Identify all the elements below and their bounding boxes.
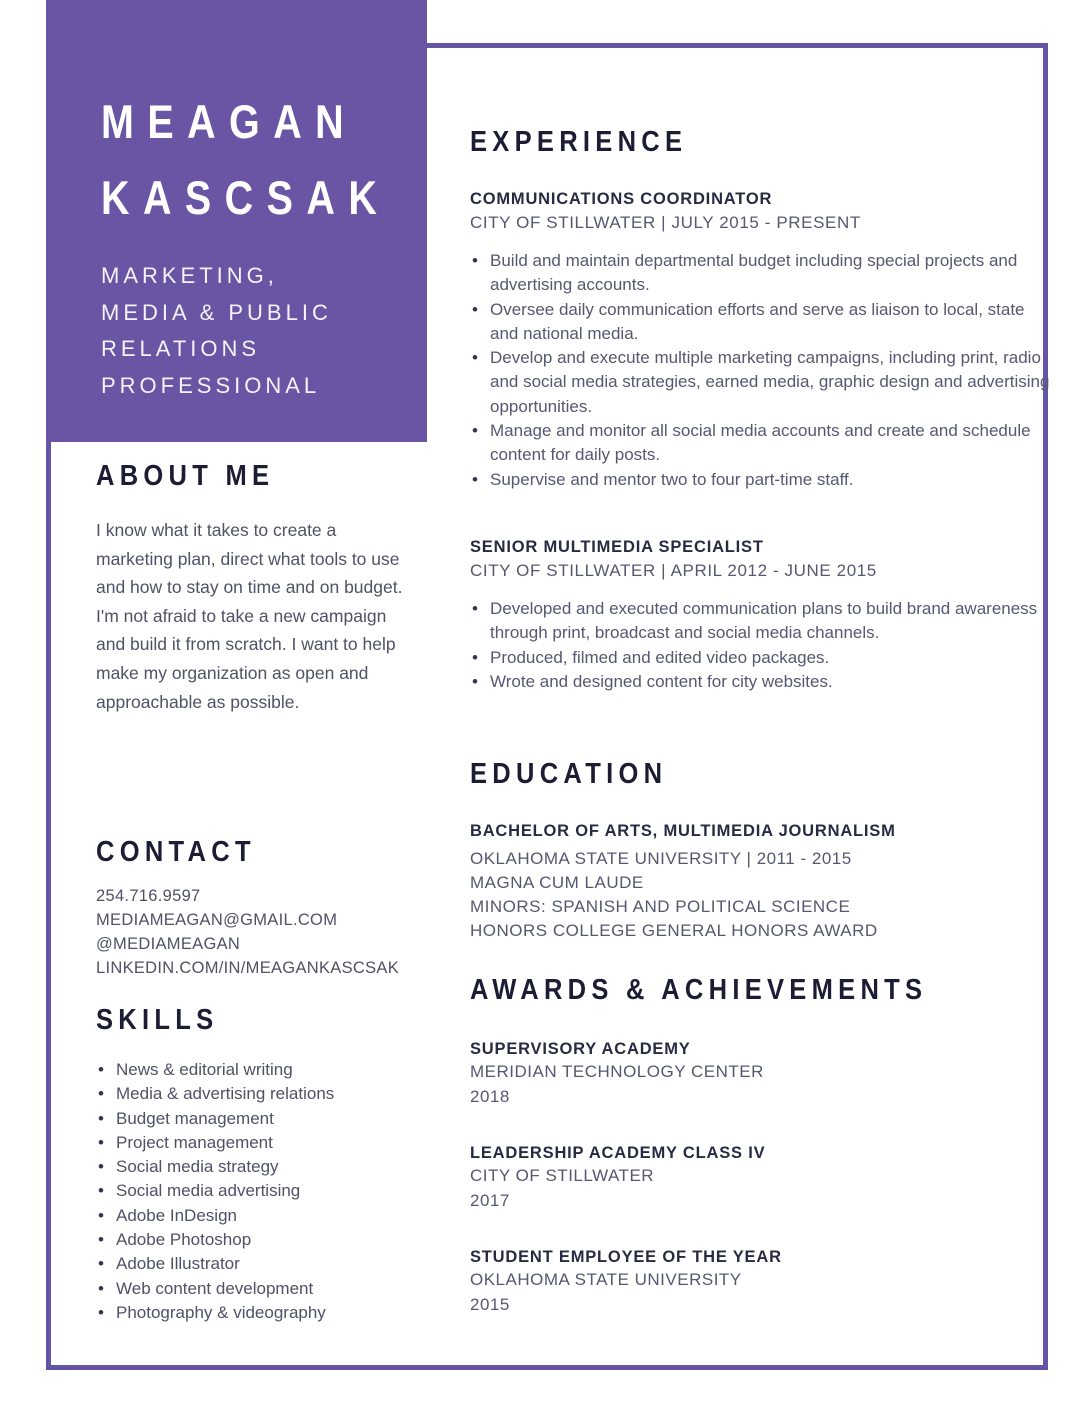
skills-list xyxy=(96,1058,426,1325)
skill-item: • Project management xyxy=(96,1131,426,1155)
subtitle-line: RELATIONS xyxy=(101,336,261,361)
skills-heading: SKILLS xyxy=(96,1004,219,1036)
award-year: 2015 xyxy=(470,1294,510,1314)
award-year: 2017 xyxy=(470,1190,510,1210)
award-title: LEADERSHIP ACADEMY CLASS IV xyxy=(470,1144,766,1162)
awards-heading: AWARDS & ACHIEVEMENTS xyxy=(470,974,928,1006)
job-bullet: • Manage and monitor all social media accounts and create and schedule content for daily posts. xyxy=(470,419,1050,468)
job-title: COMMUNICATIONS COORDINATOR xyxy=(470,190,773,208)
job-bullet: • Oversee daily communication efforts and serve as liaison to local, state and national media. xyxy=(470,298,1050,347)
skill-item: • News & editorial writing xyxy=(96,1058,426,1082)
subtitle-line: MARKETING, xyxy=(101,263,278,288)
contact-phone: 254.716.9597 xyxy=(96,887,201,905)
job-bullet: • Wrote and designed content for city websites. xyxy=(470,670,1050,694)
award-entry-1 xyxy=(470,1038,1050,1109)
award-title: SUPERVISORY ACADEMY xyxy=(470,1040,691,1058)
contact-heading: CONTACT xyxy=(96,836,256,868)
experience-heading: EXPERIENCE xyxy=(470,126,688,158)
award-entry-3 xyxy=(470,1246,1050,1317)
job-bullet-list xyxy=(470,249,1050,492)
education-entry xyxy=(470,820,1050,943)
degree-title: BACHELOR OF ARTS, MULTIMEDIA JOURNALISM xyxy=(470,822,896,840)
job-title: SENIOR MULTIMEDIA SPECIALIST xyxy=(470,538,764,556)
education-heading: EDUCATION xyxy=(470,758,668,790)
skill-item: • Adobe Illustrator xyxy=(96,1252,426,1276)
skill-item: • Media & advertising relations xyxy=(96,1082,426,1106)
skill-item: • Social media advertising xyxy=(96,1179,426,1203)
job-meta: CITY OF STILLWATER | JULY 2015 - PRESENT xyxy=(470,213,861,232)
skill-item: • Web content development xyxy=(96,1277,426,1301)
job-bullet: • Build and maintain departmental budget including special projects and advertising accounts. xyxy=(470,249,1050,298)
experience-job-2 xyxy=(470,536,1050,694)
skill-item: • Adobe InDesign xyxy=(96,1204,426,1228)
skill-item: • Budget management xyxy=(96,1107,426,1131)
education-detail: OKLAHOMA STATE UNIVERSITY | 2011 - 2015 xyxy=(470,849,852,868)
contact-handle: @MEDIAMEAGAN xyxy=(96,935,241,953)
subtitle-line: MEDIA & PUBLIC xyxy=(101,299,332,325)
subtitle-line: PROFESSIONAL xyxy=(101,372,321,398)
education-detail: HONORS COLLEGE GENERAL HONORS AWARD xyxy=(470,921,878,940)
job-bullet-list xyxy=(470,597,1050,694)
name-line-2: KASCSAK xyxy=(101,171,391,224)
skill-item: • Social media strategy xyxy=(96,1155,426,1179)
skill-item: • Adobe Photoshop xyxy=(96,1228,426,1252)
job-meta: CITY OF STILLWATER | APRIL 2012 - JUNE 2015 xyxy=(470,561,877,580)
award-entry-2 xyxy=(470,1142,1050,1213)
award-org: CITY OF STILLWATER xyxy=(470,1166,655,1185)
award-year: 2018 xyxy=(470,1086,510,1106)
experience-job-1 xyxy=(470,188,1050,492)
contact-linkedin: LINKEDIN.COM/IN/MEAGANKASCSAK xyxy=(96,959,400,977)
contact-list xyxy=(96,884,399,980)
about-me-heading: ABOUT ME xyxy=(96,460,275,492)
contact-email: MEDIAMEAGAN@GMAIL.COM xyxy=(96,911,338,929)
skill-item: • Photography & videography xyxy=(96,1301,426,1325)
education-details xyxy=(470,847,1050,943)
job-bullet: • Develop and execute multiple marketing campaigns, including print, radio and social media strategies, earned media, graphic design and advertising opportunities. xyxy=(470,346,1050,419)
education-detail: MAGNA CUM LAUDE xyxy=(470,873,644,892)
award-title: STUDENT EMPLOYEE OF THE YEAR xyxy=(470,1248,782,1266)
job-bullet: • Developed and executed communication plans to build brand awareness through print, broadcast and social media channels. xyxy=(470,597,1050,646)
hero-block xyxy=(46,0,427,442)
award-org: MERIDIAN TECHNOLOGY CENTER xyxy=(470,1062,764,1081)
education-detail: MINORS: SPANISH AND POLITICAL SCIENCE xyxy=(470,897,851,916)
job-bullet: • Supervise and mentor two to four part-time staff. xyxy=(470,468,1050,492)
job-bullet: • Produced, filmed and edited video packages. xyxy=(470,646,1050,670)
award-org: OKLAHOMA STATE UNIVERSITY xyxy=(470,1270,742,1289)
name-line-1: MEAGAN xyxy=(101,95,358,148)
professional-subtitle xyxy=(101,258,427,404)
about-me-text: I know what it takes to create a marketing plan, direct what tools to use and how to stay on time and on budget. I'm not afraid to take a new campaign and build it from scratch. I want to help make my organization as open and approachable as possible. xyxy=(96,520,403,712)
